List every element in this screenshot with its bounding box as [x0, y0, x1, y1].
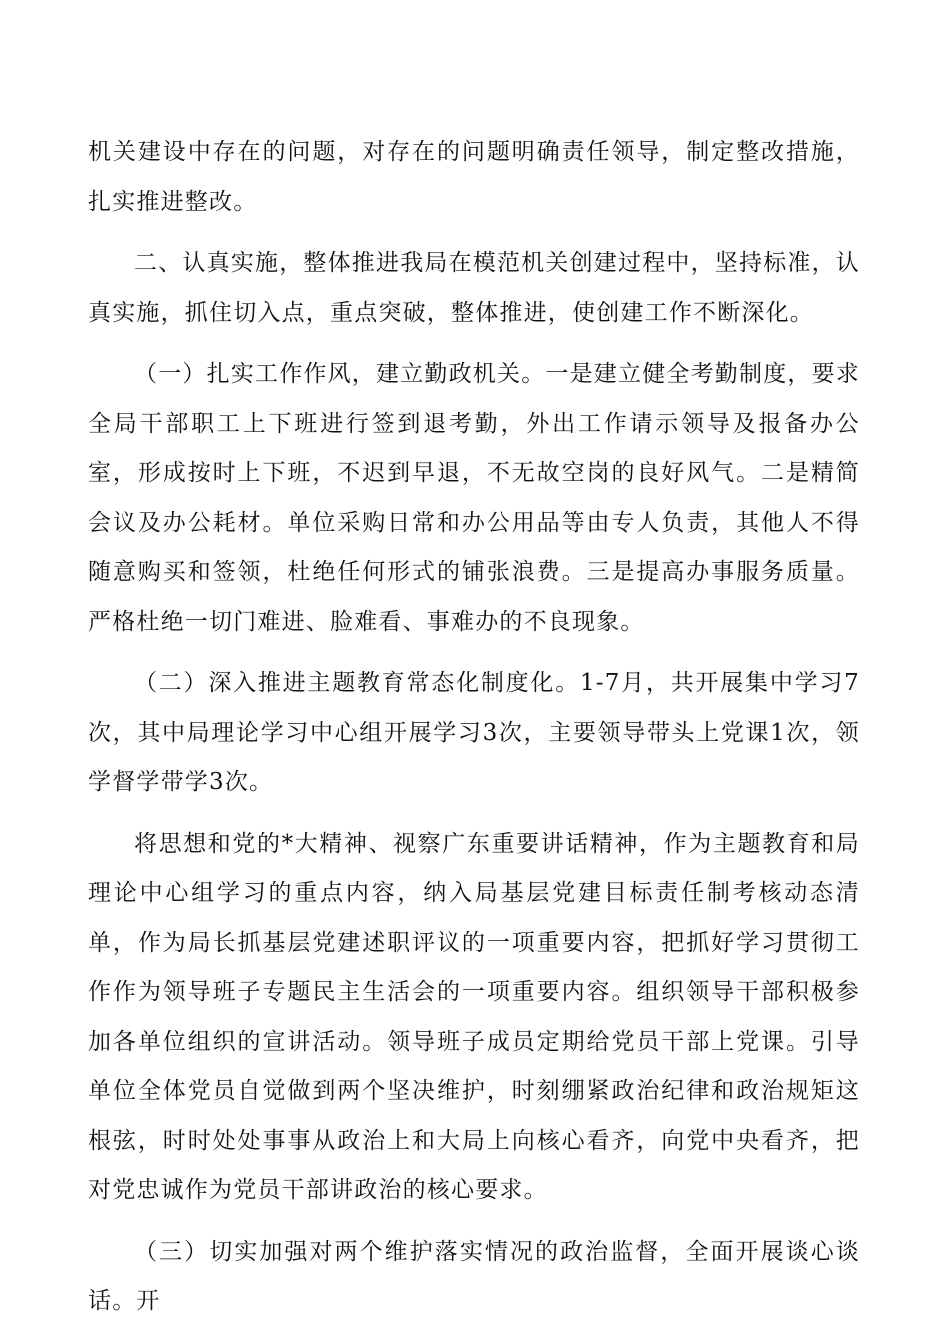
- paragraph-study-content: 将思想和党的*大精神、视察广东重要讲话精神，作为主题教育和局理论中心组学习的重点内容，纳入局基层党建目标责任制考核动态清单，作为局长抓基层党建述职评议的一项重要内容，把抓好学习贯彻工作作为领导班子专题民主生活会的一项重要内容。组织领导干部积极参加各单位组织的宣讲活动。领导班子成员定期给党员干部上党课。引导单位全体党员自觉做到两个坚决维护，时刻绷紧政治纪律和政治规矩这根弦，时时处处事事从政治上和大局上向核心看齐，向党中央看齐，把对党忠诚作为党员干部讲政治的核心要求。: [88, 830, 860, 1203]
- paragraph-continuation: 机关建设中存在的问题，对存在的问题明确责任领导，制定整改措施，扎实推进整改。: [88, 139, 860, 215]
- paragraph-subsection-three: （三）切实加强对两个维护落实情况的政治监督，全面开展谈心谈话。开: [88, 1238, 860, 1314]
- paragraph-subsection-one: （一）扎实工作作风，建立勤政机关。一是建立健全考勤制度，要求全局干部职工上下班进行签到退考勤，外出工作请示领导及报备办公室，形成按时上下班，不迟到早退，不无故空岗的良好风气。二是精简会议及办公耗材。单位采购日常和办公用品等由专人负责，其他人不得随意购买和签领，杜绝任何形式的铺张浪费。三是提高办事服务质量。严格杜绝一切门难进、脸难看、事难办的不良现象。: [88, 361, 860, 635]
- paragraph-subsection-two: （二）深入推进主题教育常态化制度化。1-7月，共开展集中学习7次，其中局理论学习中心组开展学习3次，主要领导带头上党课1次，领学督学带学3次。: [88, 670, 860, 795]
- paragraph-section-two: 二、认真实施，整体推进我局在模范机关创建过程中，坚持标准，认真实施，抓住切入点，重点突破，整体推进，使创建工作不断深化。: [88, 250, 860, 326]
- document-body: [88, 128, 860, 1339]
